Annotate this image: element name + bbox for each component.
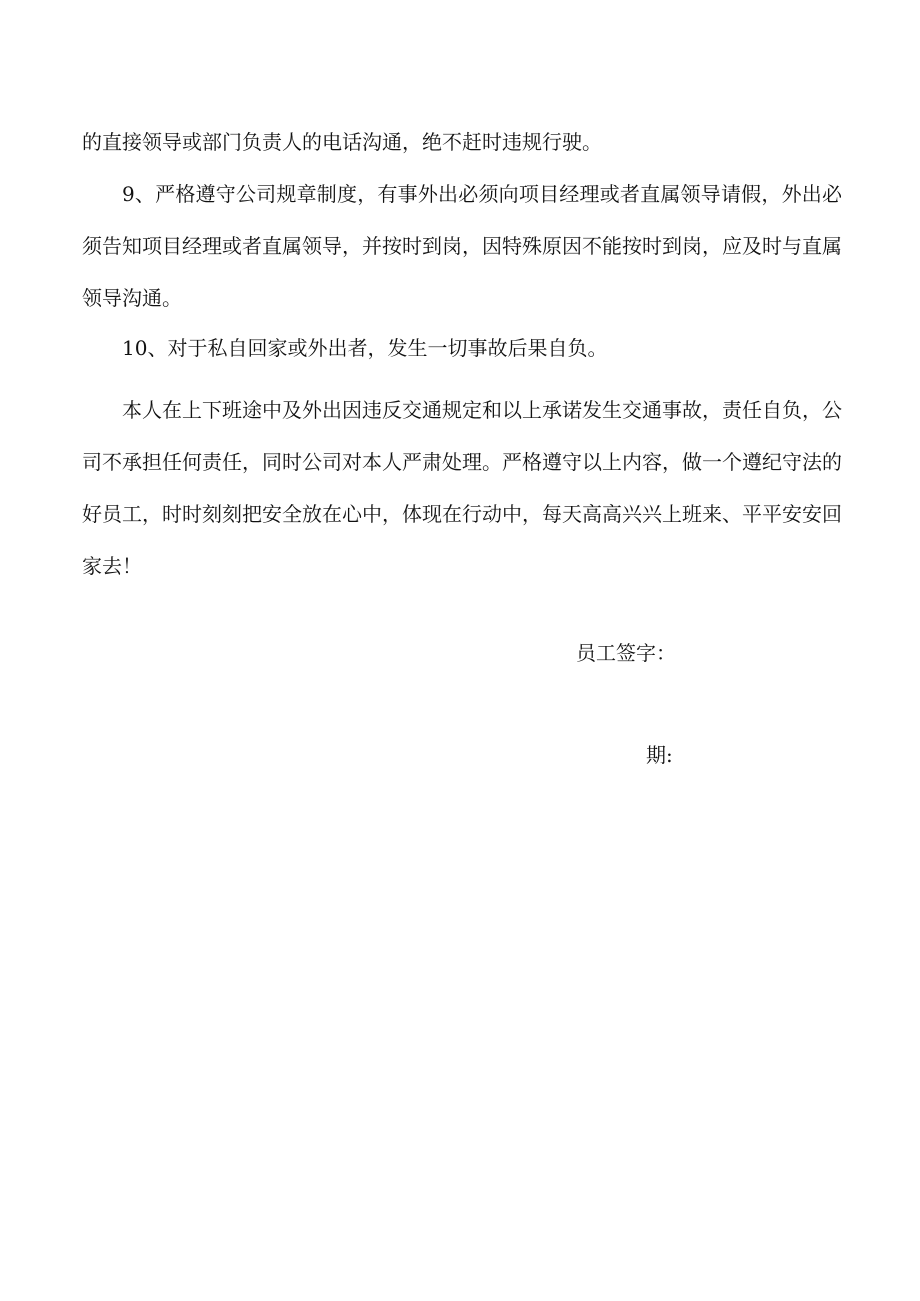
- date-label: 期:: [646, 743, 673, 767]
- paragraph-item-10: 10、对于私自回家或外出者，发生一切事故后果自负。: [122, 336, 608, 360]
- paragraph-item-9: 9、严格遵守公司规章制度，有事外出必须向项目经理或者直属领导请假，外出必须告知项目经理或者直属领导，并按时到岗，因特殊原因不能按时到岗，应及时与直属领导沟通。: [82, 182, 842, 310]
- staff-signature-label: 员工签字：: [576, 641, 676, 665]
- paragraph-continuation: 的直接领导或部门负责人的电话沟通，绝不赶时违规行驶。: [82, 130, 602, 154]
- paragraph-commitment: 本人在上下班途中及外出因违反交通规定和以上承诺发生交通事故，责任自负，公司不承担任何责任，同时公司对本人严肃处理。严格遵守以上内容，做一个遵纪守法的好员工，时时刻刻把安全放在心中，体现在行动中，每天高高兴兴上班来、平平安安回家去！: [82, 398, 842, 578]
